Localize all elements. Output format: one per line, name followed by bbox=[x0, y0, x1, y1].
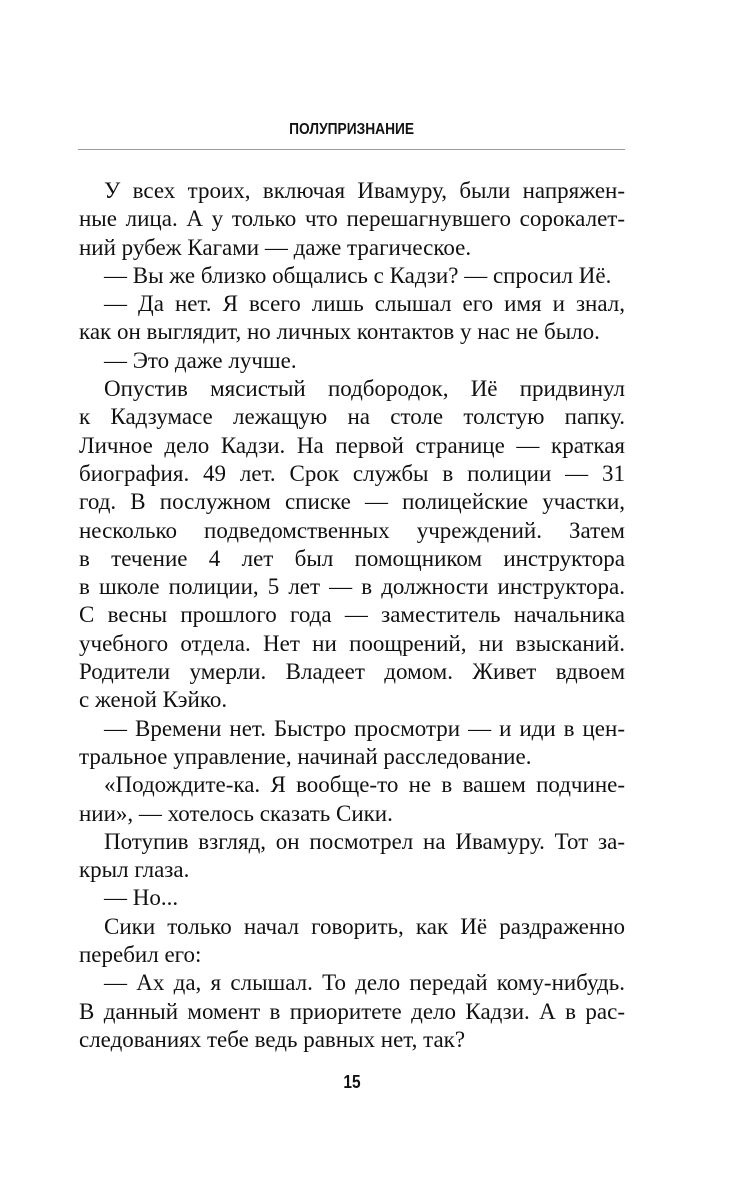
paragraph bbox=[79, 177, 625, 262]
text-line: перебил его: bbox=[79, 942, 202, 968]
text-line: несколько подведомственных учреждений. Затем bbox=[79, 517, 625, 543]
text-line: с женой Кэйко. bbox=[79, 687, 228, 713]
text-line: как он выглядит, но личных контактов у нас не было. bbox=[79, 319, 600, 345]
text-line: «Подождите-ка. Я вообще-то не в вашем подчине- bbox=[104, 772, 625, 798]
text-line: год. В послужном списке — полицейские участки, bbox=[79, 489, 625, 515]
paragraph bbox=[79, 913, 625, 970]
paragraph bbox=[79, 375, 625, 715]
paragraph bbox=[79, 715, 625, 772]
text-line: к Кадзумасе лежащую на столе толстую папку. bbox=[79, 404, 625, 430]
text-line: — Да нет. Я всего лишь слышал его имя и знал, bbox=[104, 291, 625, 317]
text-line: — Вы же близко общались с Кадзи? — спросил Иё. bbox=[104, 262, 612, 288]
text-line: — Но... bbox=[104, 885, 179, 911]
running-head-title: ПОЛУПРИЗНАНИЕ bbox=[289, 121, 415, 138]
paragraph bbox=[79, 884, 625, 912]
text-line: — Ах да, я слышал. То дело передай кому-нибудь. bbox=[104, 970, 625, 996]
text-line: учебного отдела. Нет ни поощрений, ни взысканий. bbox=[79, 630, 625, 656]
text-line: тральное управление, начинай расследование. bbox=[79, 743, 532, 769]
text-line: — Это даже лучше. bbox=[104, 347, 297, 373]
running-head bbox=[79, 119, 625, 141]
page-number bbox=[79, 1070, 625, 1094]
text-line: В данный момент в приоритете дело Кадзи. А в рас- bbox=[79, 998, 625, 1024]
text-line: в школе полиции, 5 лет — в должности инструктора. bbox=[79, 574, 625, 600]
text-line: в течение 4 лет был помощником инструктора bbox=[79, 545, 625, 571]
text-line: крыл глаза. bbox=[79, 857, 190, 883]
text-line: Сики только начал говорить, как Иё раздраженно bbox=[104, 913, 625, 939]
paragraph bbox=[79, 262, 625, 290]
paragraph bbox=[79, 347, 625, 375]
text-line: Родители умерли. Владеет домом. Живет вдвоем bbox=[79, 659, 625, 685]
text-line: нии», — хотелось сказать Сики. bbox=[79, 800, 393, 826]
text-line: следованиях тебе ведь равных нет, так? bbox=[79, 1026, 466, 1052]
text-line: биография. 49 лет. Срок службы в полиции — 31 bbox=[79, 460, 625, 486]
text-line: С весны прошлого года — заместитель начальника bbox=[79, 602, 625, 628]
paragraph bbox=[79, 290, 625, 347]
text-line: ные лица. А у только что перешагнувшего сорокалет- bbox=[79, 206, 625, 232]
text-line: ний рубеж Кагами — даже трагическое. bbox=[79, 234, 472, 260]
text-line: Опустив мясистый подбородок, Иё придвинул bbox=[104, 376, 625, 402]
header-rule bbox=[78, 149, 625, 150]
text-line: Личное дело Кадзи. На первой странице — краткая bbox=[79, 432, 625, 458]
paragraph bbox=[79, 828, 625, 885]
text-line: Потупив взгляд, он посмотрел на Ивамуру. Тот за- bbox=[104, 828, 625, 854]
text-line: — Времени нет. Быстро просмотри — и иди в цен- bbox=[104, 715, 625, 741]
body-text bbox=[79, 177, 625, 1054]
paragraph bbox=[79, 771, 625, 828]
text-line: У всех троих, включая Ивамуру, были напряжен- bbox=[104, 178, 625, 203]
paragraph bbox=[79, 969, 625, 1054]
page-number-text: 15 bbox=[343, 1072, 361, 1092]
